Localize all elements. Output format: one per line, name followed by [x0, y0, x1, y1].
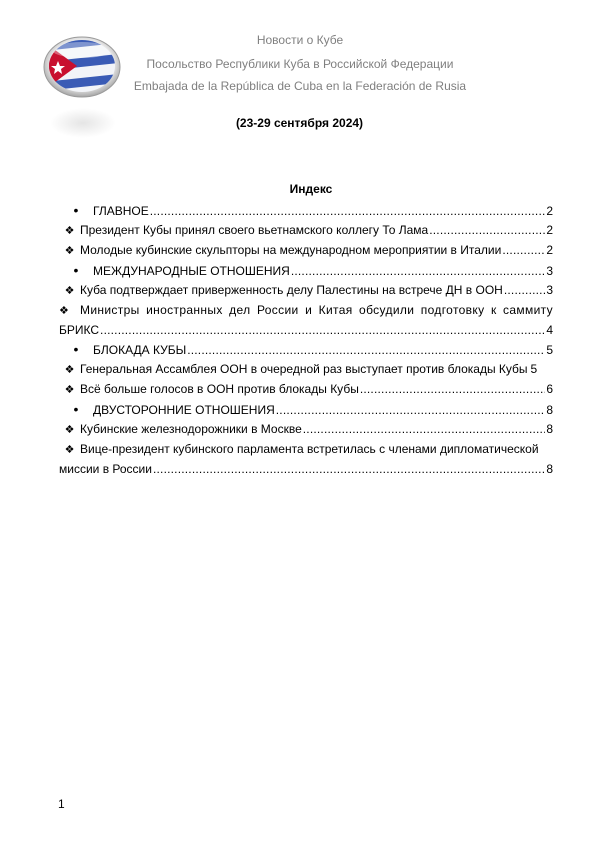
header-title: Новости о Кубе [256, 33, 344, 47]
dot-leader [360, 380, 545, 399]
page-number: 1 [58, 797, 65, 811]
toc-page-number: 3 [546, 264, 553, 278]
toc-entry-text: Всё больше голосов в ООН против блокады Кубы [80, 382, 359, 396]
toc-page-number: 5 [546, 343, 553, 357]
dot-leader [429, 221, 545, 240]
toc-page-number: 5 [530, 362, 538, 376]
toc-entry-text: ГЛАВНОЕ [93, 204, 149, 218]
diamond-bullet-icon: ❖ [64, 444, 75, 456]
diamond-bullet-icon: ❖ [64, 225, 75, 237]
toc-entry[interactable] [59, 440, 553, 479]
toc-entry[interactable] [59, 301, 553, 340]
round-bullet-icon: • [73, 202, 79, 218]
toc-page-number: 3 [546, 283, 553, 297]
dot-leader [100, 321, 545, 340]
toc-entry-text-continued: БРИКС [59, 323, 100, 337]
header-embassy-ru: Посольство Республики Куба в Российской Федерации [146, 57, 454, 71]
table-of-contents [59, 201, 553, 479]
toc-section-main[interactable] [59, 201, 553, 221]
toc-page-number: 4 [546, 323, 553, 337]
toc-page-number: 2 [546, 223, 553, 237]
diamond-bullet-icon: ❖ [64, 384, 75, 396]
diamond-bullet-icon: ❖ [64, 285, 75, 297]
toc-page-number: 8 [546, 462, 553, 476]
toc-page-number: 2 [546, 204, 553, 218]
toc-entry-text: БЛОКАДА КУБЫ [93, 343, 187, 357]
dot-leader [150, 202, 546, 221]
toc-entry-text: Кубинские железнодорожники в Москве [80, 422, 302, 436]
round-bullet-icon: • [73, 401, 79, 417]
dot-leader [187, 341, 545, 360]
date-range: (23-29 сентября 2024) [235, 116, 364, 130]
toc-entry-text-continued: миссии в России [59, 462, 152, 476]
diamond-bullet-icon: ❖ [64, 364, 75, 376]
toc-entry[interactable] [59, 241, 553, 261]
toc-section-international[interactable] [59, 261, 553, 281]
toc-page-number: 6 [546, 382, 553, 396]
toc-entry-text: Молодые кубинские скульпторы на международном мероприятии в Италии [80, 243, 502, 257]
dot-leader [504, 281, 545, 300]
round-bullet-icon: • [73, 341, 79, 357]
index-title: Индекс [289, 182, 333, 196]
toc-entry[interactable] [59, 281, 553, 301]
toc-section-blockade[interactable] [59, 340, 553, 360]
dot-leader [153, 460, 545, 479]
cuban-flag-logo-icon [43, 36, 121, 100]
dot-leader [291, 262, 545, 281]
toc-entry-text: Вице-президент кубинского парламента встретилась с членами дипломатической [80, 442, 539, 456]
toc-entry-text: Министры иностранных дел России и Китая обсудили подготовку к саммиту [80, 303, 553, 317]
toc-entry[interactable] [59, 221, 553, 241]
diamond-bullet-icon: ❖ [64, 245, 75, 257]
toc-entry[interactable] [59, 380, 553, 400]
round-bullet-icon: • [73, 262, 79, 278]
dot-leader [502, 241, 545, 260]
toc-section-bilateral[interactable] [59, 400, 553, 420]
toc-page-number: 2 [546, 243, 553, 257]
diamond-bullet-icon: ❖ [59, 305, 69, 317]
toc-page-number: 8 [546, 422, 553, 436]
toc-entry-text: Генеральная Ассамблея ООН в очередной раз выступает против блокады Кубы [80, 362, 528, 376]
toc-entry[interactable] [59, 360, 553, 380]
toc-entry[interactable] [59, 420, 553, 440]
toc-entry-text: ДВУСТОРОННИЕ ОТНОШЕНИЯ [93, 403, 275, 417]
toc-entry-text: МЕЖДУНАРОДНЫЕ ОТНОШЕНИЯ [93, 264, 290, 278]
header-embassy-es: Embajada de la República de Cuba en la Federación de Rusia [133, 79, 467, 93]
dot-leader [276, 401, 546, 420]
toc-entry-text: Куба подтверждает приверженность делу Палестины на встрече ДН в ООН [80, 283, 503, 297]
diamond-bullet-icon: ❖ [64, 424, 75, 436]
toc-page-number: 8 [546, 403, 553, 417]
dot-leader [303, 420, 546, 439]
toc-entry-text: Президент Кубы принял своего вьетнамского коллегу То Лама [80, 223, 429, 237]
